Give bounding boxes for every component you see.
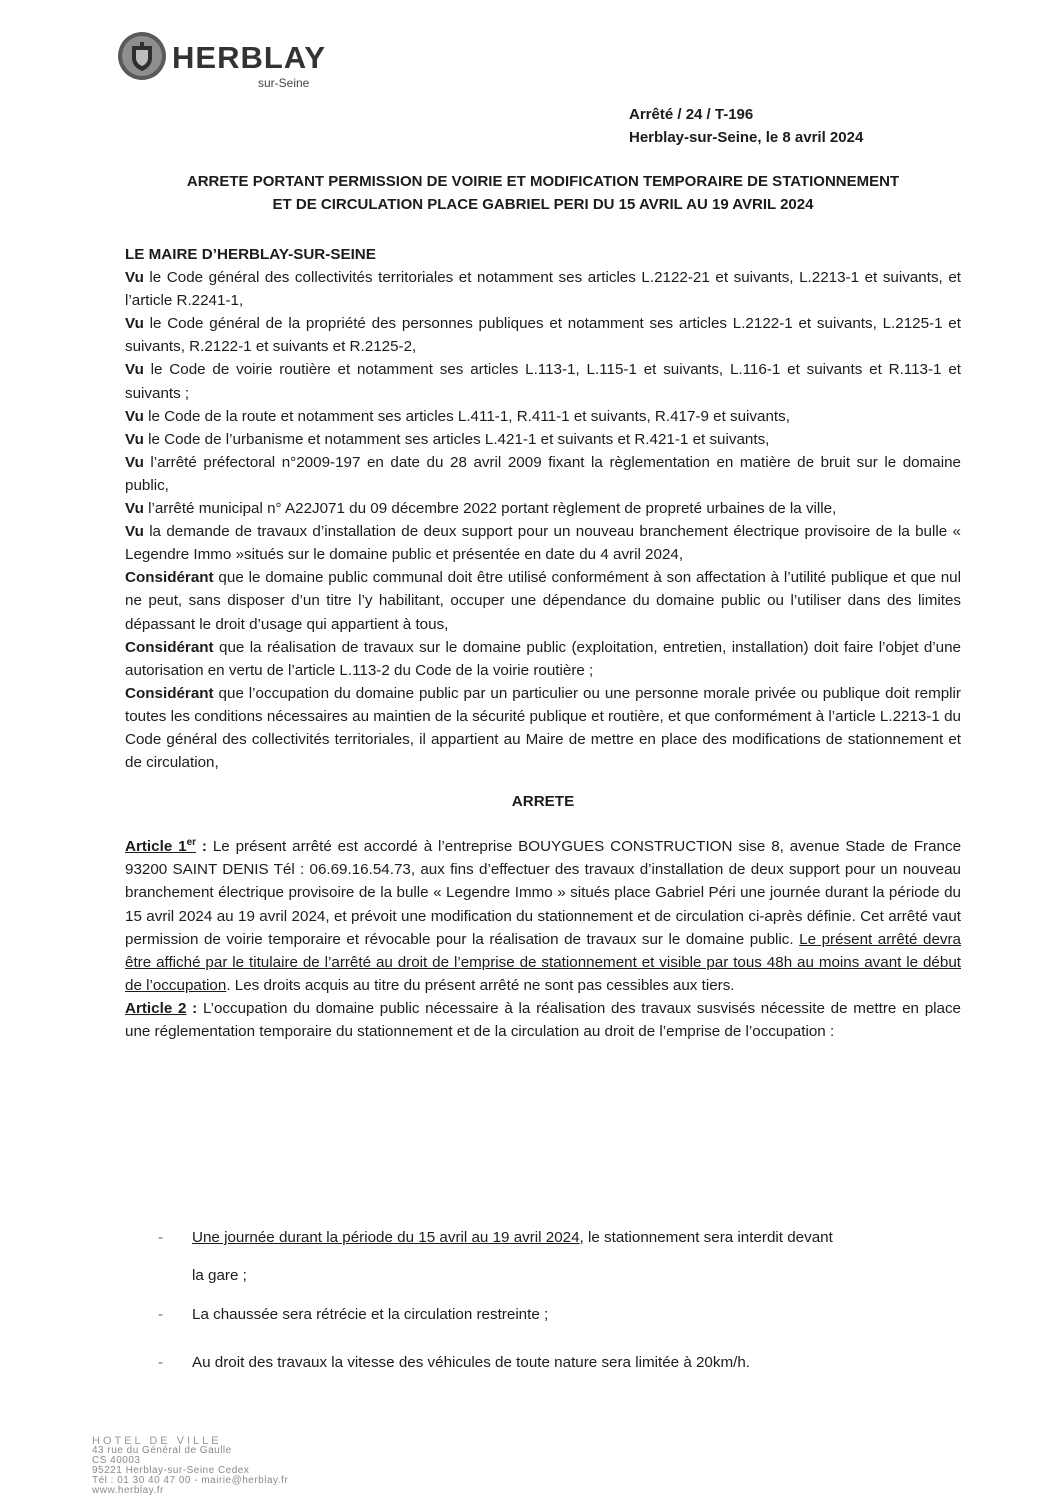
preamble-item: Vu l’arrêté municipal n° A22J071 du 09 décembre 2022 portant règlement de propreté urbaines de la ville, — [125, 500, 837, 518]
document-title — [120, 170, 966, 216]
preamble-item: Vu le Code de la route et notamment ses articles L.411-1, R.411-1 et suivants, R.417-9 et suivants, — [125, 407, 790, 425]
footer-website: www.herblay.fr — [92, 1485, 164, 1496]
title-line-2: ET DE CIRCULATION PLACE GABRIEL PERI DU 15 AVRIL AU 19 AVRIL 2024 — [272, 196, 814, 213]
dash-bullet: - — [158, 1229, 164, 1246]
title-line-1: ARRETE PORTANT PERMISSION DE VOIRIE ET MODIFICATION TEMPORAIRE DE STATIONNEMENT — [186, 173, 900, 190]
preamble-item: Considérant que le domaine public communal doit être utilisé conformément à son affectation à l’utilité publique et que nul ne peut, sans disposer d’un titre l’y habilitant, occuper une dépendance du domaine public ou l’utiliser dans des limites dépassant le droit d’usage qui appartient à tous, — [125, 569, 961, 633]
footer-street: 43 rue du Général de Gaulle — [92, 1445, 232, 1456]
article-2-label: Article 2 — [125, 999, 187, 1017]
document-body — [125, 243, 961, 1043]
preamble-item: Considérant que l’occupation du domaine public par un particulier ou une personne morale privée ou publique doit remplir toutes les conditions nécessaires au maintien de la sécurité publique et routière, et que conformément à l’article L.2213-1 du Code général des collectivités territoriales, il appartient au Maire de mettre en place des modifications de stationnement et de circulation, — [125, 684, 961, 772]
footer-cs: CS 40003 — [92, 1455, 141, 1466]
footer-address — [92, 1436, 412, 1496]
dash-bullet: - — [158, 1306, 164, 1323]
arrete-heading: ARRETE — [511, 793, 575, 811]
measures-list — [158, 1220, 964, 1384]
footer-contact: Tél : 01 30 40 47 00 - mairie@herblay.fr — [92, 1475, 289, 1486]
preamble-item: Vu le Code général de la propriété des personnes publiques et notamment ses articles L.2122-1 et suivants, L.2125-1 et suivants, R.2122-1 et suivants et R.2125-2, — [125, 315, 961, 356]
article-1-display-notice: Le présent arrêté devra être affiché par le titulaire de l’arrêté au droit de l’emprise de stationnement et visible par tous 48h au moins avant le début de l’occupation — [125, 930, 961, 994]
article-2: Article 2 : L’occupation du domaine public nécessaire à la réalisation des travaux susvisés nécessite de mettre en place une réglementation temporaire du stationnement et de la circulation au droit de l’emprise de l’occupation : — [125, 999, 961, 1040]
mayor-heading: LE MAIRE D’HERBLAY-SUR-SEINE — [125, 246, 376, 263]
preamble-item: Vu l’arrêté préfectoral n°2009-197 en date du 28 avril 2009 fixant la règlementation en matière de bruit sur le domaine public, — [125, 453, 961, 494]
list-item: - La chaussée sera rétrécie et la circulation restreinte ; — [158, 1296, 964, 1334]
city-crest-icon — [116, 30, 168, 82]
footer-city: 95221 Herblay-sur-Seine Cedex — [92, 1465, 250, 1476]
article-1: Article 1er : Le présent arrêté est accordé à l’entreprise BOUYGUES CONSTRUCTION sise 8, avenue Stade de France 93200 SAINT DENIS Tél : 06.69.16.54.73, aux fins d’effectuer des travaux d’installation de deux support pour un nouveau branchement électrique provisoire de la bulle « Legendre Immo » situés place Gabriel Péri une journée durant la période du 15 avril 2024 au 19 avril 2024, et prévoit une modification du stationnement et de circulation ci-après définie. Cet arrêté vaut permission de voirie temporaire et révocable pour la réalisation de travaux sur le domaine public. Le présent arrêté devra être affiché par le titulaire de l’arrêté au droit de l’emprise de stationnement et visible par tous 48h au moins avant le début de l’occupation. Les droits acquis au titre du présent arrêté ne sont pas cessibles aux tiers. — [125, 837, 962, 994]
list-item: - Une journée durant la période du 15 avril au 19 avril 2024, le stationnement sera interdit devant — [158, 1220, 964, 1256]
herblay-logo — [116, 30, 346, 90]
preamble-item: Vu la demande de travaux d’installation de deux support pour un nouveau branchement électrique provisoire de la bulle « Legendre Immo »situés sur le domaine public et présentée en date du 4 avril 2024, — [125, 523, 961, 564]
list-item: - Au droit des travaux la vitesse des véhicules de toute nature sera limitée à 20km/h. — [158, 1344, 964, 1382]
article-1-label: Article 1er — [125, 837, 197, 856]
logo-name: HERBLAY — [172, 40, 326, 75]
logo-subtitle: sur-Seine — [258, 76, 310, 90]
preamble-item: Considérant que la réalisation de travaux sur le domaine public (exploitation, entretien, installation) doit faire l’objet d’une autorisation en vertu de l’article L.113-2 du Code de la voirie routière ; — [125, 638, 961, 679]
preamble-item: Vu le Code de voirie routière et notamment ses articles L.113-1, L.115-1 et suivants, L.116-1 et suivants et R.113-1 et suivants ; — [125, 361, 961, 402]
footer-title: HOTEL DE VILLE — [92, 1435, 222, 1447]
dash-bullet: - — [158, 1354, 164, 1371]
preamble-item: Vu le Code de l’urbanisme et notamment ses articles L.421-1 et suivants et R.421-1 et suivants, — [125, 430, 770, 448]
place-date: Herblay-sur-Seine, le 8 avril 2024 — [629, 129, 864, 146]
reference-block — [629, 103, 863, 149]
arrete-number: Arrêté / 24 / T-196 — [629, 106, 754, 123]
list-item-continuation: la gare ; — [192, 1267, 247, 1284]
preamble-item: Vu le Code général des collectivités territoriales et notamment ses articles L.2122-21 et suivants, L.2213-1 et suivants, et l’article R.2241-1, — [125, 269, 961, 310]
